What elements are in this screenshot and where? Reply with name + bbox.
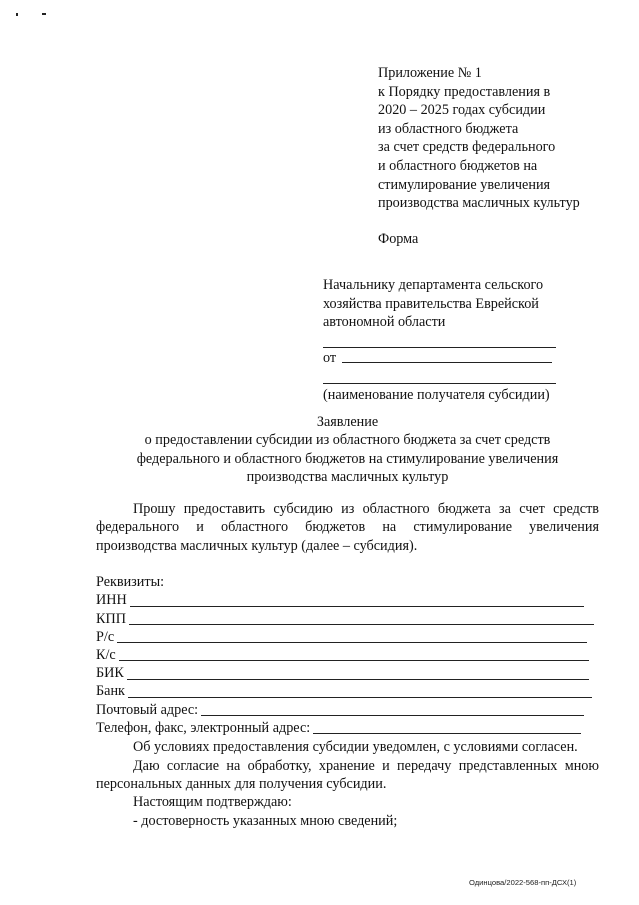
document-code: Одинцова/2022-568-пп-ДСХ(1) (469, 878, 577, 887)
annex-line: производства масличных культур (378, 195, 580, 212)
statement-body (96, 500, 599, 830)
requisite-label: КПП (96, 610, 126, 627)
requisite-row-corr-account (96, 646, 599, 664)
requisite-row-inn (96, 592, 599, 610)
requisite-row-account (96, 628, 599, 646)
recipient-caption: (наименование получателя субсидии) (323, 387, 550, 404)
reliability-item: - достоверность указанных мною сведений; (133, 812, 398, 829)
annex-line: и областного бюджетов на (378, 157, 538, 174)
requisite-row-contacts (96, 719, 599, 737)
annex-line: за счет средств федерального (378, 139, 556, 156)
from-label: от (323, 349, 337, 366)
conditions-paragraph: Об условиях предоставления субсидии уведомлен, с условиями согласен. (133, 739, 578, 756)
addressee-line: хозяйства правительства Еврейской (323, 295, 539, 312)
blank-line (323, 370, 556, 384)
title-line: о предоставлении субсидии из областного бюджета за счет средств (144, 432, 551, 449)
scan-mark (42, 13, 46, 15)
form-label: Форма (378, 230, 419, 247)
from-fill-line (342, 349, 552, 363)
requisite-fill-line (119, 648, 589, 661)
requisite-label: Почтовый адрес: (96, 701, 199, 718)
scan-mark (16, 13, 18, 16)
requisite-label: БИК (96, 665, 124, 682)
annex-line: 2020 – 2025 годах субсидии (378, 102, 546, 119)
requisite-label: К/с (96, 646, 116, 663)
addressee-line: Начальнику департамента сельского (323, 277, 544, 293)
requisite-label: Телефон, факс, электронный адрес: (96, 719, 311, 736)
requisite-fill-line (128, 685, 592, 698)
requisite-fill-line (127, 667, 589, 680)
title-word: Заявление (316, 414, 379, 430)
requisite-row-postal-address (96, 701, 599, 719)
title-line: федерального и областного бюджетов на стимулирование увеличения (136, 450, 559, 467)
requisite-fill-line (129, 612, 594, 625)
request-paragraph: Прошу предоставить субсидию из областного бюджета за счет средств федерального и областного бюджетов на стимулирование увеличения производства масличных культур (далее – субсидия). (96, 501, 599, 554)
requisite-fill-line (130, 594, 584, 607)
annex-line: стимулирование увеличения (378, 176, 551, 193)
requisite-row-kpp (96, 610, 599, 628)
statement-title (96, 413, 599, 487)
annex-line: к Порядку предоставления в (378, 83, 551, 100)
requisite-fill-line (201, 703, 584, 716)
requisite-fill-line (313, 721, 581, 734)
title-line: производства масличных культур (246, 469, 449, 486)
confirm-paragraph: Настоящим подтверждаю: (133, 794, 292, 811)
addressee-block (323, 276, 563, 405)
consent-paragraph: Даю согласие на обработку, хранение и передачу представленных мною персональных данных для получения субсидии. (96, 757, 599, 792)
annex-header (378, 64, 580, 248)
annex-line: Приложение № 1 (378, 65, 482, 81)
requisite-label: Банк (96, 683, 125, 700)
requisite-label: ИНН (96, 592, 127, 609)
from-row (323, 349, 563, 368)
requisite-label: Р/с (96, 628, 115, 645)
requisites-heading: Реквизиты: (96, 574, 165, 591)
annex-line: из областного бюджета (378, 120, 519, 137)
requisite-row-bank (96, 683, 599, 701)
requisite-row-bik (96, 664, 599, 682)
blank-line (323, 334, 556, 348)
requisite-fill-line (117, 630, 587, 643)
addressee-line: автономной области (323, 314, 446, 331)
